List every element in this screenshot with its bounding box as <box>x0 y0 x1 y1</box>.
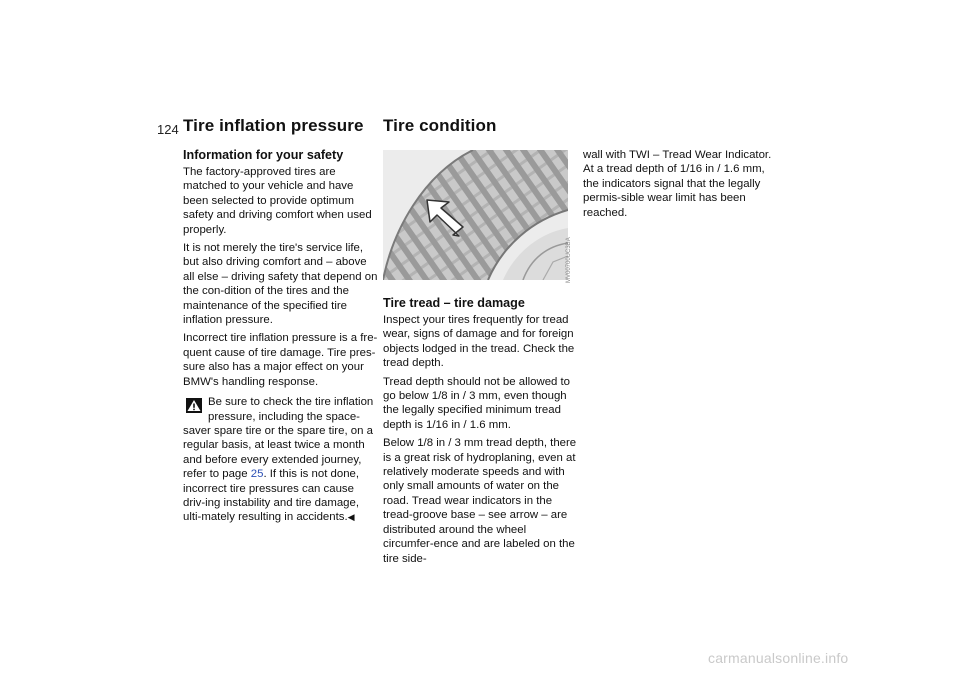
end-mark-icon: ◀ <box>347 512 355 523</box>
warning-note <box>183 395 379 525</box>
footer-watermark: carmanualsonline.info <box>708 650 849 666</box>
page-reference-link[interactable]: 25 <box>250 468 264 481</box>
warning-line-1: Be sure to check the tire inflation <box>208 396 374 409</box>
paragraph: Below 1/8 in / 3 mm tread depth, there is a great risk of hydroplaning, even at relatively moderate speeds and with only small amounts of water on the road. Tread wear indicators in the tread-groove base – see arrow – are distributed around the wheel circumfer-ence and are labeled on the tire side- <box>383 437 577 565</box>
warning-text: saver spare tire or the spare tire, on a regular basis, at least twice a month and before every extended journey, refer to page <box>183 424 373 481</box>
tire-tread-illustration <box>383 150 568 280</box>
middle-column <box>383 296 579 570</box>
safety-subheading: Information for your safety <box>183 148 344 162</box>
paragraph: Incorrect tire inflation pressure is a fre-quent cause of tire damage. Tire pres-sure also has a major effect on your BMW's handling response. <box>183 332 378 388</box>
section-title-tire-condition: Tire condition <box>383 116 497 135</box>
paragraph: Tread depth should not be allowed to go below 1/8 in / 3 mm, even though the legally specified minimum tread depth is 1/16 in / 1.6 mm. <box>383 375 571 431</box>
page-number: 124 <box>157 122 179 137</box>
figure-code: MV00700UC3BA <box>566 237 572 283</box>
paragraph-continued: wall with TWI – Tread Wear Indicator. At a tread depth of 1/16 in / 1.6 mm, the indicators signal that the legally permis-sible wear limit has been reached. <box>583 149 772 219</box>
left-column <box>183 148 379 525</box>
warning-triangle-icon <box>186 398 202 413</box>
paragraph: Inspect your tires frequently for tread wear, signs of damage and for foreign objects lodged in the tread. Check the tread depth. <box>383 314 575 370</box>
right-column <box>583 148 779 224</box>
tire-drawing <box>383 150 568 280</box>
section-title-tire-inflation: Tire inflation pressure <box>183 116 364 135</box>
paragraph: It is not merely the tire's service life, but also driving comfort and – above all else – driving safety that depend on the con-dition of the tires and the maintenance of the specified tire inflation pressure. <box>183 242 378 327</box>
paragraph: The factory-approved tires are matched to your vehicle and have been selected to provide optimum safety and driving comfort when used properly. <box>183 166 372 236</box>
warning-line-2: pressure, including the space- <box>208 410 360 423</box>
warning-text-end: . If this is not done, incorrect tire pressures can cause driv-ing instability and tire damage, ulti-mately resulting in accidents. <box>183 468 360 524</box>
tread-subheading: Tire tread – tire damage <box>383 296 525 310</box>
